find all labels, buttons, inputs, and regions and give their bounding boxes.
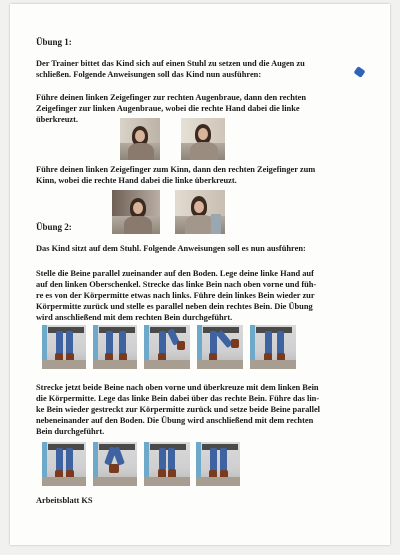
leg-photo-1 xyxy=(42,325,86,369)
leg-photo-2 xyxy=(93,325,137,369)
photo-eyebrow-2 xyxy=(181,118,225,160)
photo-chin-1 xyxy=(112,190,160,234)
exercise2-p1-line1: Stelle die Beine parallel zueinander auf den Boden. Lege deine linke Hand auf xyxy=(36,269,314,278)
leg-photo-3 xyxy=(144,325,190,369)
exercise2-p1-line4: Körpermitte zurück und stelle es parallel neben dein rechtes Bein. Die Übung xyxy=(36,302,313,311)
exercise2-p2-line5: Bein durchgeführt. xyxy=(36,427,105,436)
blue-ink-mark xyxy=(354,66,366,78)
photo-chin-2 xyxy=(175,190,225,234)
exercise1-instr1-line1: Führe deinen linken Zeigefinger zur rechten Augenbraue, dann den rechten xyxy=(36,93,307,102)
exercise2-p1-line3: re es von der Körpermitte etwas nach links. Führe dein linkes Bein wieder zur xyxy=(36,291,315,300)
exercise1-intro-line2: schließen. Folgende Anweisungen soll das Kind nun ausführen: xyxy=(36,70,262,79)
exercise2-p2-line4: nebeneinander auf den Boden. Die Übung wird anschließend mit dem rechten xyxy=(36,416,314,425)
worksheet-page xyxy=(10,4,390,545)
leg-photo-6 xyxy=(42,442,86,486)
leg-photo-8 xyxy=(144,442,190,486)
exercise2-p2-line3: ke Bein wieder gestreckt zur Körpermitte zurück und setze beide Beine parallel xyxy=(36,405,321,414)
leg-photo-7 xyxy=(93,442,137,486)
exercise2-p2-line1: Strecke jetzt beide Beine nach oben vorne und überkreuze mit dem linken Bein xyxy=(36,383,319,392)
exercise2-heading: Übung 2: xyxy=(36,222,72,232)
exercise1-instr1-line2: Zeigefinger zur linken Augenbraue, wobei die rechte Hand dabei die linke xyxy=(36,104,300,113)
exercise1-intro-line1: Der Trainer bittet das Kind sich auf einen Stuhl zu setzen und die Augen zu xyxy=(36,59,305,68)
exercise1-instr1-line3: überkreuzt. xyxy=(36,115,78,124)
exercise2-p1-line2: auf den linken Oberschenkel. Strecke das linke Bein nach oben vorne und füh- xyxy=(36,280,317,289)
leg-photo-9 xyxy=(196,442,240,486)
exercise2-p2-line2: die Körpermitte. Lege das linke Bein dabei über das rechte Bein. Führe das lin- xyxy=(36,394,320,403)
leg-photo-4 xyxy=(197,325,243,369)
exercise2-intro: Das Kind sitzt auf dem Stuhl. Folgende Anweisungen soll es nun ausführen: xyxy=(36,244,306,253)
exercise1-instr2-line2: Kinn, wobei die rechte Hand dabei die linke überkreuzt. xyxy=(36,176,237,185)
exercise1-instr2-line1: Führe deinen linken Zeigefinger zum Kinn, dann den rechten Zeigefinger zum xyxy=(36,165,316,174)
leg-photo-5 xyxy=(250,325,296,369)
exercise2-p1-line5: wird anschließend mit dem rechten Bein durchgeführt. xyxy=(36,313,233,322)
photo-eyebrow-1 xyxy=(120,118,160,160)
exercise1-heading: Übung 1: xyxy=(36,37,72,47)
footer-label: Arbeitsblatt KS xyxy=(36,496,93,505)
